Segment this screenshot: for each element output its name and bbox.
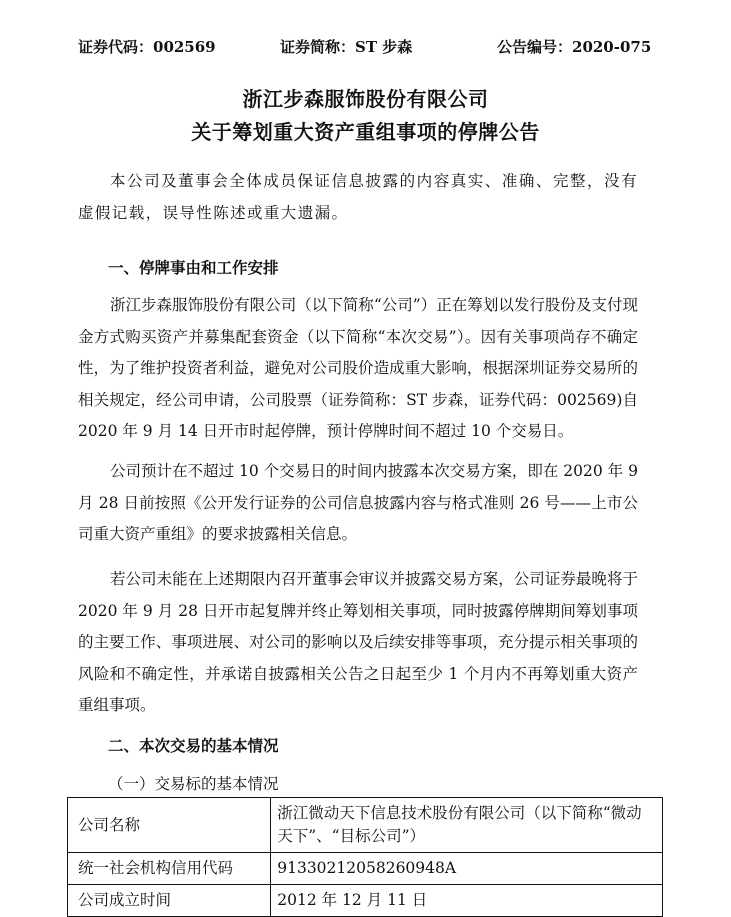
table-cell-value: 2012 年 12 月 11 日 (271, 885, 663, 917)
board-statement: 本公司及董事会全体成员保证信息披露的内容真实、准确、完整，没有虚假记载，误导性陈述或重大遗漏。 (78, 172, 638, 222)
security-abbreviation: 证券简称：ST 步森 (280, 38, 413, 56)
section-heading-suspension: 一、停牌事由和工作安排 (108, 258, 279, 277)
paragraph-suspension-reason: 浙江步森服饰股份有限公司（以下简称“公司”）正在筹划以发行股份及支付现金方式购买资产并募集配套资金（以下简称“本次交易”）。因有关事项尚存不确定性，为了维护投资者利益，避免对公司股价造成重大影响，根据深圳证券交易所的相关规定，经公司申请，公司股票（证券简称：ST 步森，证券代码：002569)自 2020 年 9 月 14 日开市时起停牌，预计停牌时间不超过 10 个交易日。 (78, 296, 638, 440)
subsection-heading-target: （一）交易标的基本情况 (108, 775, 279, 793)
paragraph-resumption-terms: 若公司未能在上述期限内召开董事会审议并披露交易方案，公司证券最晚将于 2020 年 9 月 28 日开市起复牌并终止筹划相关事项，同时披露停牌期间筹划事项的主要工作、事项进展、对公司的影响以及后续安排等事项，充分提示相关事项的风险和不确定性，并承诺自披露相关公告之日起至少 1 个月内不再筹划重大资产重组事项。 (78, 570, 638, 714)
table-cell-label: 公司成立时间 (68, 885, 271, 917)
security-code: 证券代码：002569 (78, 38, 216, 56)
table-cell-value: 91330212058260948A (271, 853, 663, 885)
document-header (0, 36, 731, 66)
company-title: 浙江步森服饰股份有限公司 (242, 87, 489, 111)
table-row (68, 885, 663, 917)
table-cell-label: 公司名称 (68, 798, 271, 853)
table-cell-label: 统一社会机构信用代码 (68, 853, 271, 885)
notice-title: 关于筹划重大资产重组事项的停牌公告 (191, 120, 540, 144)
table-row (68, 798, 663, 853)
section-heading-transaction: 二、本次交易的基本情况 (108, 736, 279, 755)
paragraph-disclosure-plan: 公司预计在不超过 10 个交易日的时间内披露本次交易方案，即在 2020 年 9 月 28 日前按照《公开发行证券的公司信息披露内容与格式准则 26 号——上市公司重大资产重组》的要求披露相关信息。 (78, 462, 638, 543)
table-row (68, 853, 663, 885)
target-info-table (67, 797, 663, 917)
notice-number: 公告编号：2020-075 (497, 38, 652, 56)
table-cell-value: 浙江微动天下信息技术股份有限公司（以下简称“微动天下”、“目标公司”） (271, 798, 663, 853)
